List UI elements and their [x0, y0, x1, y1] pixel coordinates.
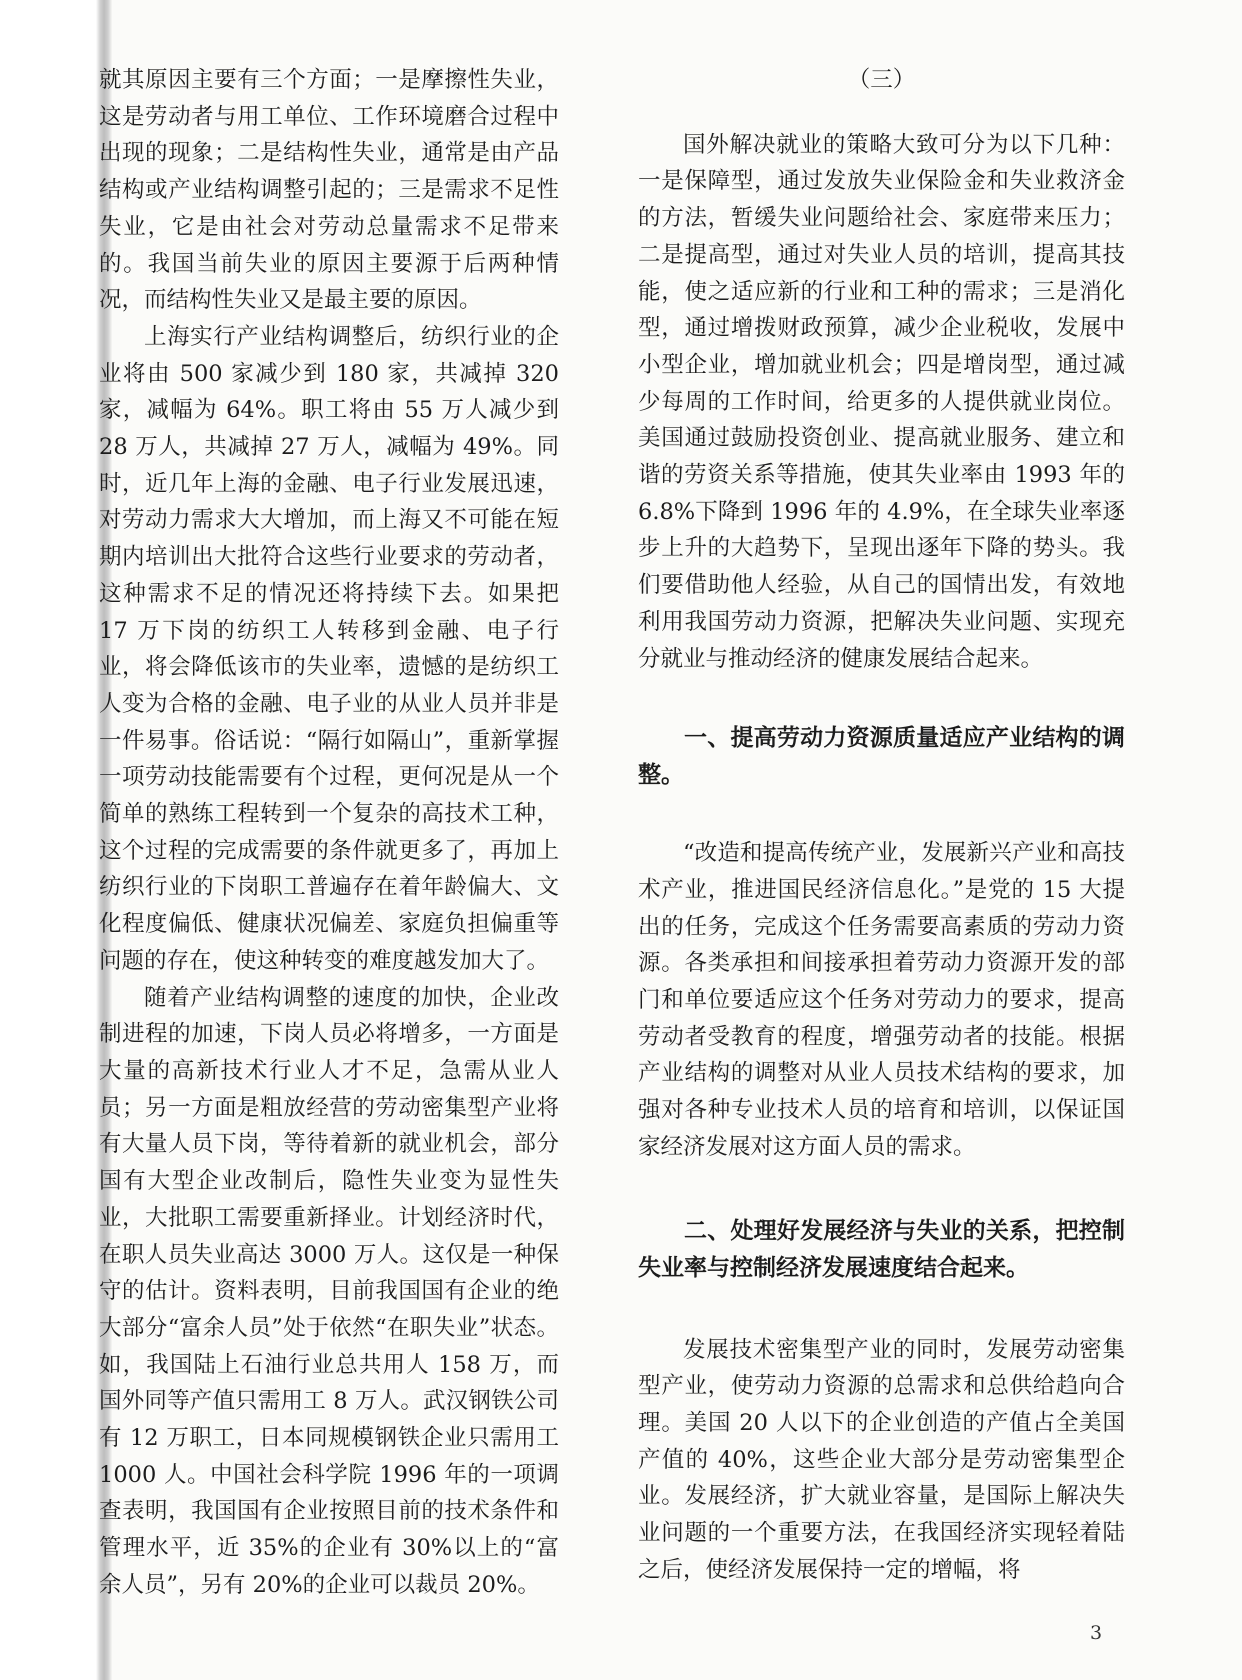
section-marker: （三）	[847, 67, 916, 93]
right-paragraph-2: “改造和提高传统产业，发展新兴产业和高技术产业，推进国民经济信息化。”是党的 15 大提出的任务，完成这个任务需要高素质的劳动力资源。各类承担和间接承担着劳动力资源开发的部门和单位要适应这个任务对劳动力的要求，提高劳动者受教育的程度，增强劳动者的技能。根据产业结构的调整对从业人员技术结构的要求，加强对各种专业技术人员的培育和培训，以保证国家经济发展对这方面人员的需求。	[638, 840, 1125, 1160]
section-heading-1: 一、提高劳动力资源质量适应产业结构的调整。	[638, 724, 1125, 789]
section-heading-2: 二、处理好发展经济与失业的关系，把控制失业率与控制经济发展速度结合起来。	[638, 1216, 1125, 1281]
left-paragraph-3: 随着产业结构调整的速度的加快，企业改制进程的加速，下岗人员必将增多，一方面是大量的高新技术行业人才不足，急需从业人员；另一方面是粗放经营的劳动密集型产业将有大量人员下岗，等待着新的就业机会，部分国有大型企业改制后，隐性失业变为显性失业，大批职工需要重新择业。计划经济时代，在职人员失业高达 3000 万人。这仅是一种保守的估计。资料表明，目前我国国有企业的绝大部分“富余人员”处于依然“在职失业”状态。如，我国陆上石油行业总共用人 158 万，而国外同等产值只需用工 8 万人。武汉钢铁公司有 12 万职工，日本同规模钢铁企业只需用工 1000 人。中国社会科学院 1996 年的一项调查表明，我国国有企业按照目前的技术条件和管理水平，近 35%的企业有 30%以上的“富余人员”，另有 20%的企业可以裁员 20%。	[99, 984, 559, 1598]
right-paragraph-3: 发展技术密集型产业的同时，发展劳动密集型产业，使劳动力资源的总需求和总供给趋向合理。美国 20 人以下的企业创造的产值占全美国产值的 40%，这些企业大部分是劳动密集型企业。发展经济，扩大就业容量，是国际上解决失业问题的一个重要方法，在我国经济实现轻着陆之后，使经济发展保持一定的增幅，将	[638, 1336, 1125, 1583]
right-column	[638, 62, 1125, 1589]
page-number: 3	[1090, 1622, 1103, 1644]
left-paragraph-1: 就其原因主要有三个方面；一是摩擦性失业，这是劳动者与用工单位、工作环境磨合过程中出现的现象；二是结构性失业，通常是由产品结构或产业结构调整引起的；三是需求不足性失业，它是由社会对劳动总量需求不足带来的。我国当前失业的原因主要源于后两种情况，而结构性失业又是最主要的原因。	[99, 67, 559, 314]
right-paragraph-1: 国外解决就业的策略大致可分为以下几种：一是保障型，通过发放失业保险金和失业救济金的方法，暂缓失业问题给社会、家庭带来压力；二是提高型，通过对失业人员的培训，提高其技能，使之适应新的行业和工种的需求；三是消化型，通过增拨财政预算，减少企业税收，发展中小型企业，增加就业机会；四是增岗型，通过减少每周的工作时间，给更多的人提供就业岗位。美国通过鼓励投资创业、提高就业服务、建立和谐的劳资关系等措施，使其失业率由 1993 年的 6.8%下降到 1996 年的 4.9%，在全球失业率逐步上升的大趋势下，呈现出逐年下降的势头。我们要借助他人经验，从自己的国情出发，有效地利用我国劳动力资源，把解决失业问题、实现充分就业与推动经济的健康发展结合起来。	[638, 131, 1125, 672]
left-column	[99, 62, 559, 1604]
left-paragraph-2: 上海实行产业结构调整后，纺织行业的企业将由 500 家减少到 180 家，共减掉 320 家，减幅为 64%。职工将由 55 万人减少到 28 万人，共减掉 27 万人，减幅为 49%。同时，近几年上海的金融、电子行业发展迅速，对劳动力需求大大增加，而上海又不可能在短期内培训出大批符合这些行业要求的劳动者，这种需求不足的情况还将持续下去。如果把 17 万下岗的纺织工人转移到金融、电子行业，将会降低该市的失业率，遗憾的是纺织工人变为合格的金融、电子业的从业人员并非是一件易事。俗话说：“隔行如隔山”，重新掌握一项劳动技能需要有个过程，更何况是从一个简单的熟练工程转到一个复杂的高技术工种，这个过程的完成需要的条件就更多了，再加上纺织行业的下岗职工普遍存在着年龄偏大、文化程度偏低、健康状况偏差、家庭负担偏重等问题的存在，使这种转变的难度越发加大了。	[99, 323, 559, 974]
book-spine-shadow	[0, 0, 112, 1680]
